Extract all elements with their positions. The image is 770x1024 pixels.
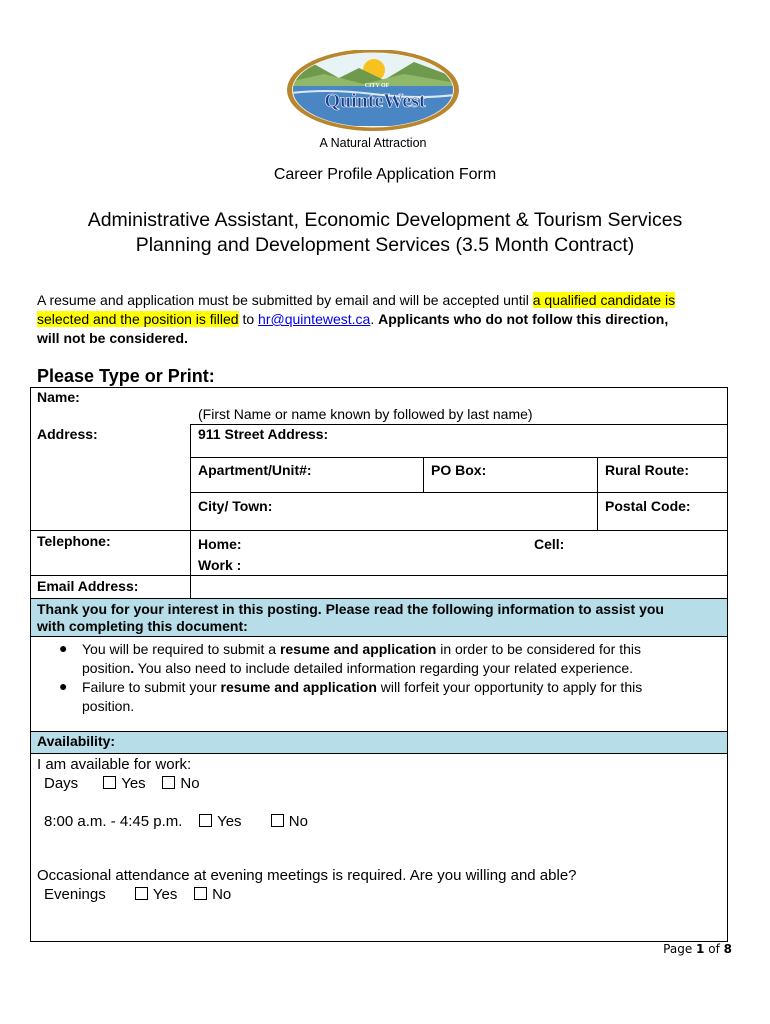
form-label: Career Profile Application Form (273, 166, 497, 183)
address-label: Address: (37, 426, 98, 442)
hours-no-checkbox[interactable] (271, 814, 284, 827)
hours-row: 8:00 a.m. - 4:45 p.m. Yes No (44, 813, 308, 830)
svg-text:QuinteWest: QuinteWest (324, 90, 426, 112)
name-hint: (First Name or name known by followed by last name) (198, 406, 533, 422)
evening-question: Occasional attendance at evening meetings is required. Are you willing and able? (37, 867, 577, 884)
days-row: Days Yes No (44, 775, 200, 792)
evenings-no-checkbox[interactable] (194, 887, 207, 900)
svg-text:A Natural Attraction: A Natural Attraction (319, 136, 427, 150)
email-address-label: Email Address: (37, 578, 139, 594)
info-header: Thank you for your interest in this posting. Please read the following information to assist you with completing this document: (37, 601, 664, 634)
evenings-row: Evenings Yes No (44, 886, 232, 903)
intro-paragraph: A resume and application must be submitted by email and will be accepted until a qualified candidate is selected and the position is filled to hr@quintewest.ca. Applicants who do not follow this direction, will not be considered. (37, 292, 676, 346)
job-title-line1: Administrative Assistant, Economic Development & Tourism Services (87, 209, 683, 231)
page-number: Page 1 of 8 (663, 942, 732, 956)
email-link[interactable]: hr@quintewest.ca (258, 311, 371, 327)
availability-header: Availability: (37, 733, 116, 749)
svg-text:CITY OF: CITY OF (364, 83, 390, 89)
rural-route-label: Rural Route: (605, 462, 689, 478)
highlight-text: selected and the position is filled (37, 311, 239, 327)
city-label: City/ Town: (198, 498, 273, 514)
bullet-resume-required: You will be required to submit a resume and application in order to be considered for this position. You also need to include detailed information regarding your related experience. (82, 641, 641, 676)
telephone-label: Telephone: (37, 533, 111, 549)
available-for-work-label: I am available for work: (37, 756, 192, 773)
street-address-label: 911 Street Address: (198, 426, 329, 442)
days-no-checkbox[interactable] (162, 776, 175, 789)
postal-code-label: Postal Code: (605, 498, 691, 514)
evenings-yes-checkbox[interactable] (135, 887, 148, 900)
apartment-label: Apartment/Unit#: (198, 462, 312, 478)
po-box-label: PO Box: (431, 462, 487, 478)
job-title-line2: Planning and Development Services (3.5 Month Contract) (135, 234, 635, 256)
highlight-text: a qualified candidate is (532, 292, 676, 308)
home-phone-label: Home: (198, 536, 242, 552)
please-type-heading: Please Type or Print: (37, 366, 215, 386)
bullet-icon: ● (59, 640, 68, 656)
quinte-west-logo (284, 50, 462, 152)
work-phone-label: Work : (198, 557, 242, 573)
bullet-failure-warning: Failure to submit your resume and application will forfeit your opportunity to apply for this position. (82, 679, 643, 714)
hours-yes-checkbox[interactable] (199, 814, 212, 827)
availability-header-bg (31, 732, 727, 753)
bullet-icon: ● (59, 678, 68, 694)
days-yes-checkbox[interactable] (103, 776, 116, 789)
cell-phone-label: Cell: (534, 536, 565, 552)
name-label: Name: (37, 389, 80, 405)
